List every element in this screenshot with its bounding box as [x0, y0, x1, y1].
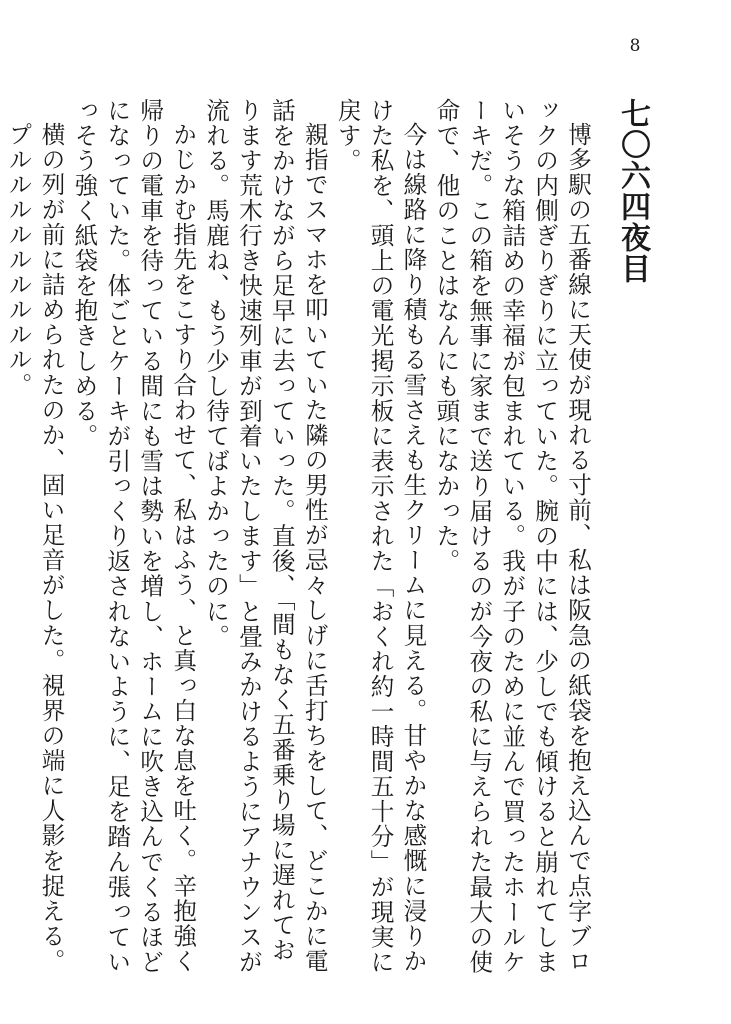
body-text [4, 98, 594, 978]
paragraph-6: プルルルルルルルルル。 [4, 121, 33, 398]
paragraph-4: かじかむ指先をこすり合わせて、私はふう、と真っ白な息を吐く。辛抱強く帰りの電車を待っている間にも雪は勢いを増し、ホームに吹き込んでくるほどになっていた。体ごとケーキが引っくり返されないように、足を踏ん張っていっそう強く紙袋を抱きしめる。 [70, 98, 198, 975]
paragraph-5: 横の列が前に詰められたのか、固い足音がした。視界の端に人影を捉える。 [37, 121, 66, 974]
paragraph-1: 博多駅の五番線に天使が現れる寸前、私は阪急の紙袋を抱え込んで点字ブロックの内側ぎりぎりに立っていた。腕の中には、少しでも傾けると崩れてしまいそうな箱詰めの幸福が包まれている。我が子のために並んで買ったホールケーキだ。この箱を無事に家まで送り届けるのが今夜の私に与えられた最大の使命で、他のことはなんにも頭になかった。 [432, 98, 592, 975]
paragraph-3: 親指でスマホを叩いていた隣の男性が忌々しげに舌打ちをして、どこかに電話をかけながら足早に去っていった。直後、「間もなく五番乗り場に遅れております荒木行き快速列車が到着いたします」と畳みかけるようにアナウンスが流れる。馬鹿ね、もう少し待てばよかったのに。 [202, 98, 329, 975]
chapter-title: 七〇六四夜目 [615, 98, 650, 284]
page-number: 8 [629, 36, 641, 56]
paragraph-2: 今は線路に降り積もる雪さえも生クリームに見える。甘やかな感慨に浸りかけた私を、頭上の電光掲示板に表示された「おくれ約一時間五十分」が現実に戻す。 [333, 98, 428, 975]
